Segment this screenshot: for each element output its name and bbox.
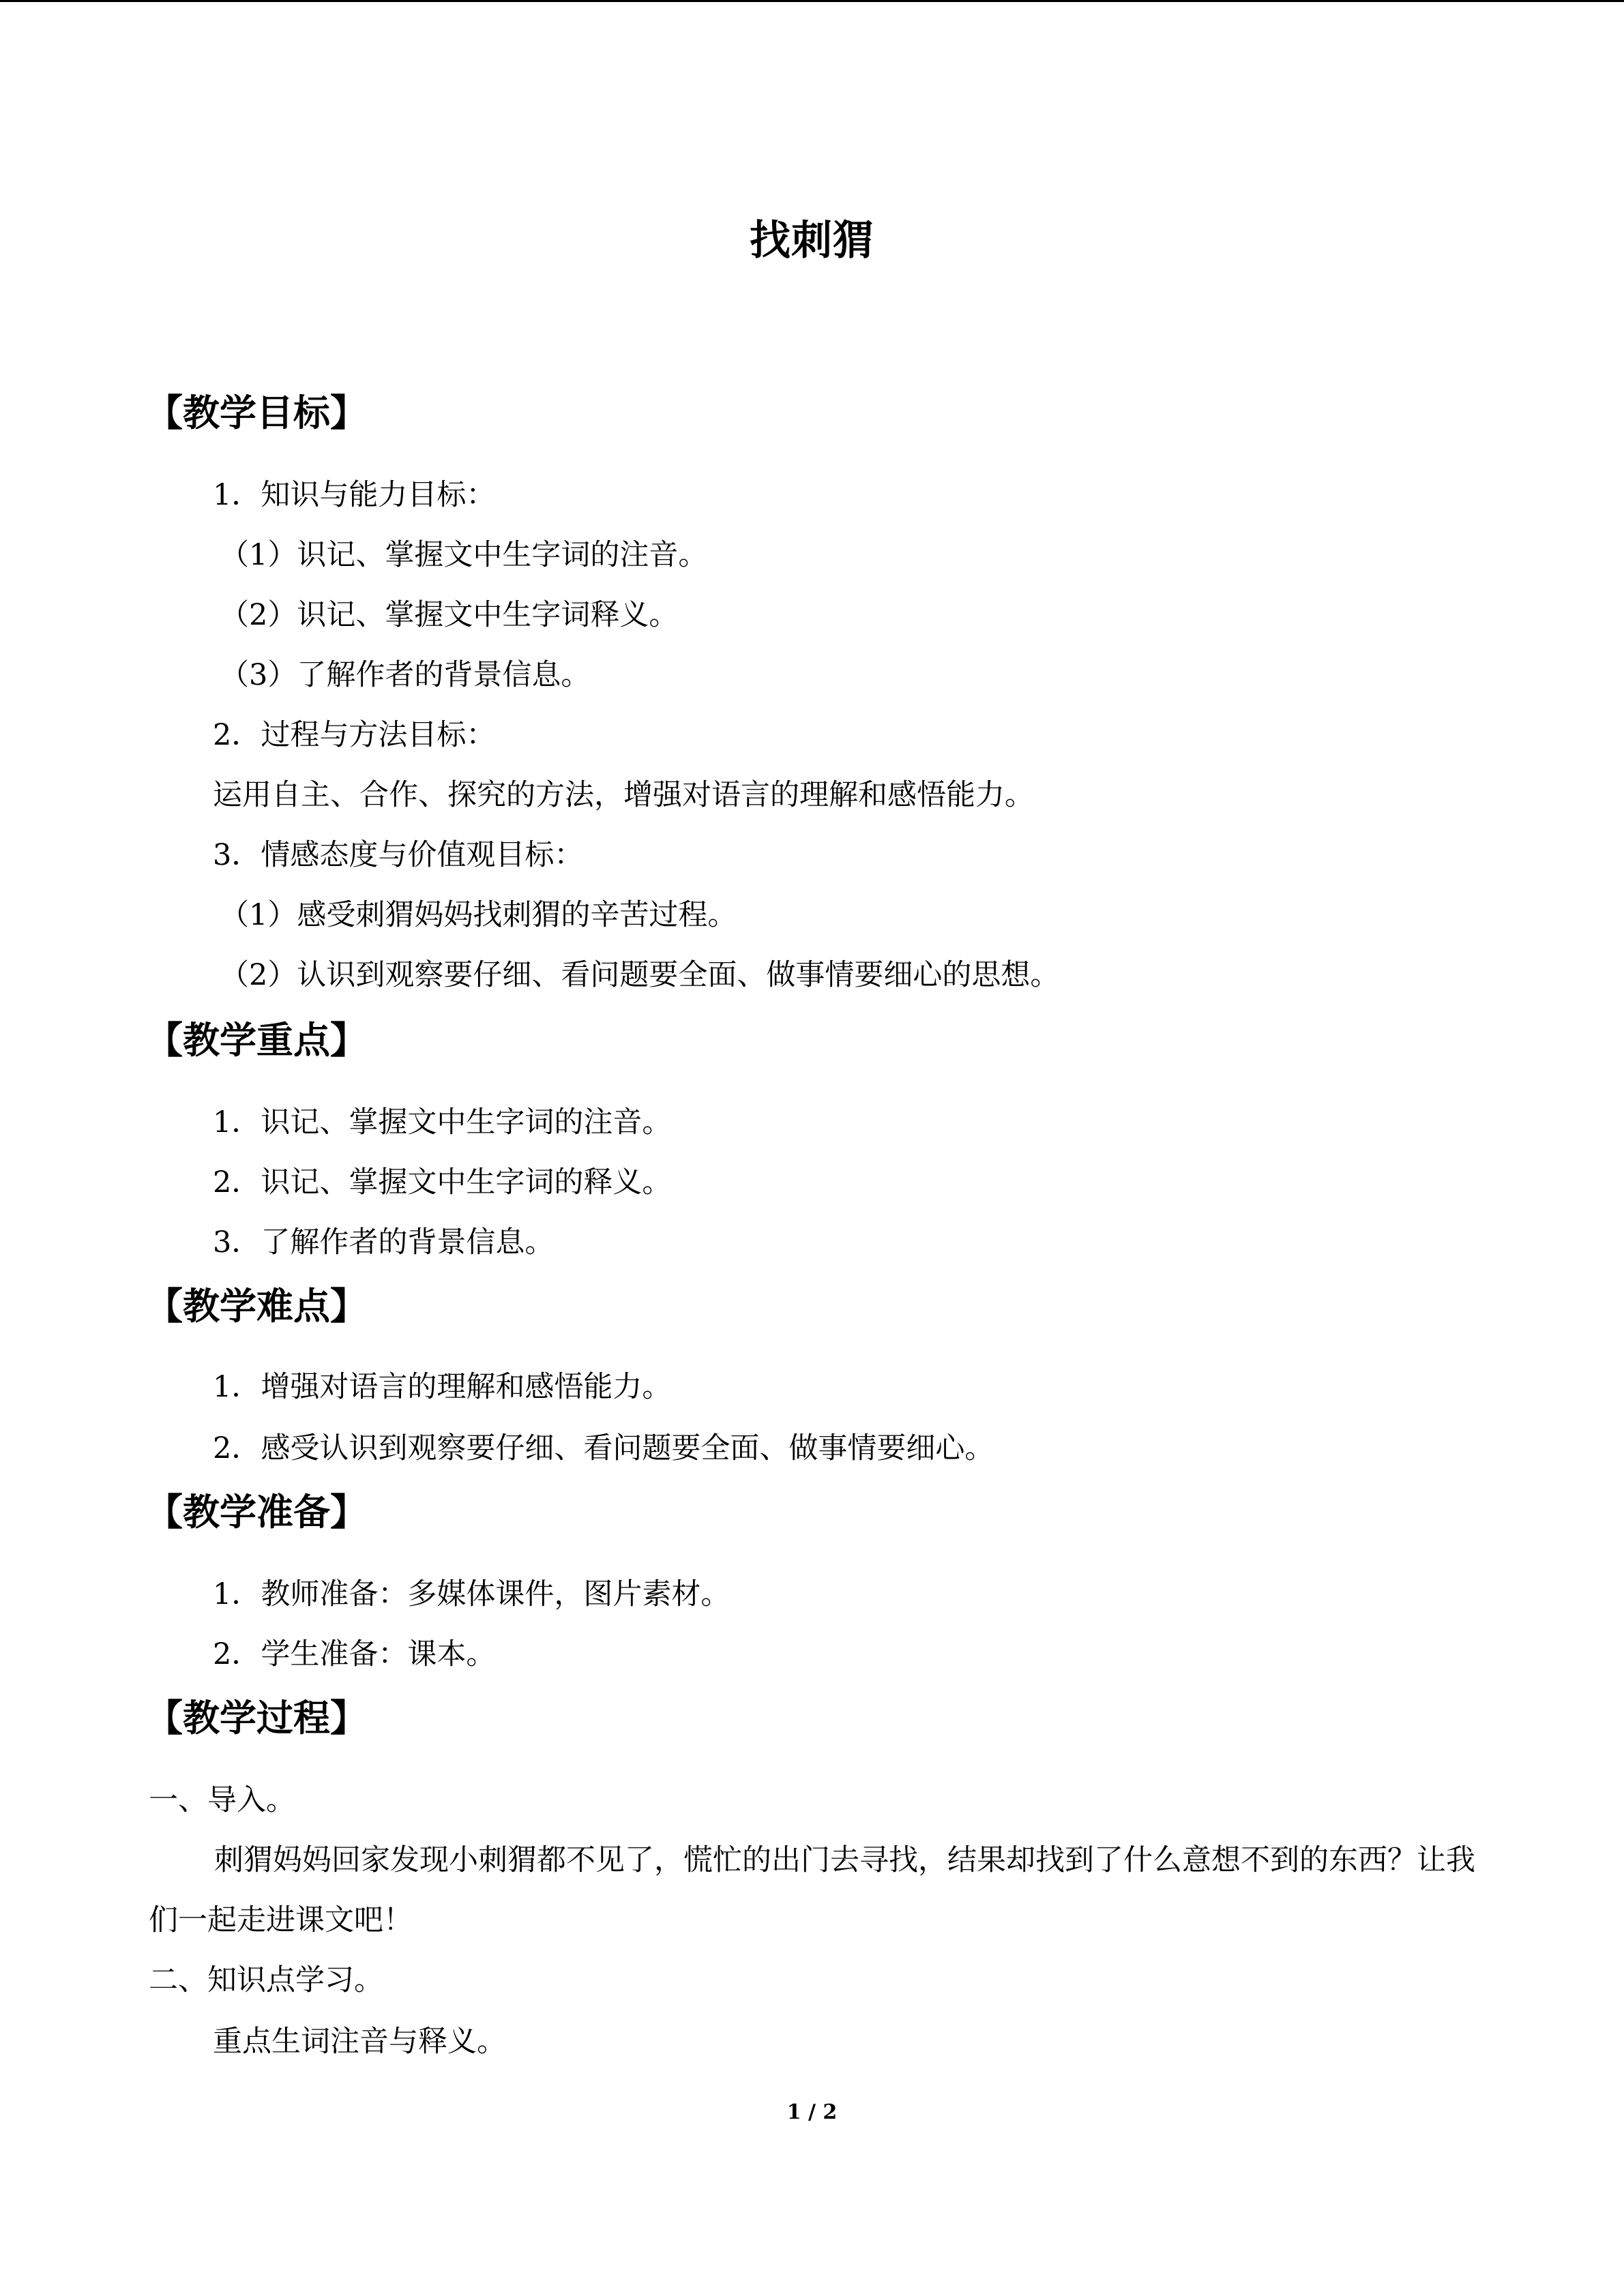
objective-line: （2）识记、掌握文中生字词释义。: [220, 598, 679, 632]
section-heading-process: 【教学过程】: [146, 1697, 367, 1740]
section-heading-preparation: 【教学准备】: [146, 1491, 367, 1534]
objective-line: （1）感受刺猬妈妈找刺猬的辛苦过程。: [220, 898, 737, 932]
process-step-text: 重点生词注音与释义。: [213, 2025, 506, 2059]
page-number: 1 / 2: [786, 2100, 838, 2124]
key-point-line: 2．识记、掌握文中生字词的释义。: [213, 1165, 672, 1199]
section-heading-objectives: 【教学目标】: [146, 391, 367, 434]
difficulty-line: 1．增强对语言的理解和感悟能力。: [213, 1370, 672, 1404]
objective-line: （3）了解作者的背景信息。: [220, 658, 591, 692]
objective-line: 1．知识与能力目标：: [213, 478, 496, 512]
preparation-line: 1．教师准备：多媒体课件，图片素材。: [213, 1577, 730, 1611]
process-step-title: 二、知识点学习。: [149, 1963, 383, 1997]
objective-line: 运用自主、合作、探究的方法，增强对语言的理解和感悟能力。: [213, 778, 1034, 812]
key-point-line: 3．了解作者的背景信息。: [213, 1225, 555, 1259]
preparation-line: 2．学生准备：课本。: [213, 1637, 496, 1671]
objective-line: （2）认识到观察要仔细、看问题要全面、做事情要细心的思想。: [220, 958, 1060, 992]
page-title: 找刺猬: [750, 217, 874, 265]
section-heading-difficulties: 【教学难点】: [146, 1285, 367, 1328]
objective-line: 2．过程与方法目标：: [213, 718, 496, 752]
key-point-line: 1．识记、掌握文中生字词的注音。: [213, 1105, 672, 1139]
objective-line: （1）识记、掌握文中生字词的注音。: [220, 538, 708, 572]
process-step-paragraph: 刺猬妈妈回家发现小刺猬都不见了，慌忙的出门去寻找，结果却找到了什么意想不到的东西？让我们一起走进课文吧！: [149, 1843, 1475, 1937]
objective-line: 3．情感态度与价值观目标：: [213, 838, 584, 872]
difficulty-line: 2．感受认识到观察要仔细、看问题要全面、做事情要细心。: [213, 1431, 994, 1465]
process-step-title: 一、导入。: [149, 1783, 295, 1817]
section-heading-key-points: 【教学重点】: [146, 1019, 367, 1062]
